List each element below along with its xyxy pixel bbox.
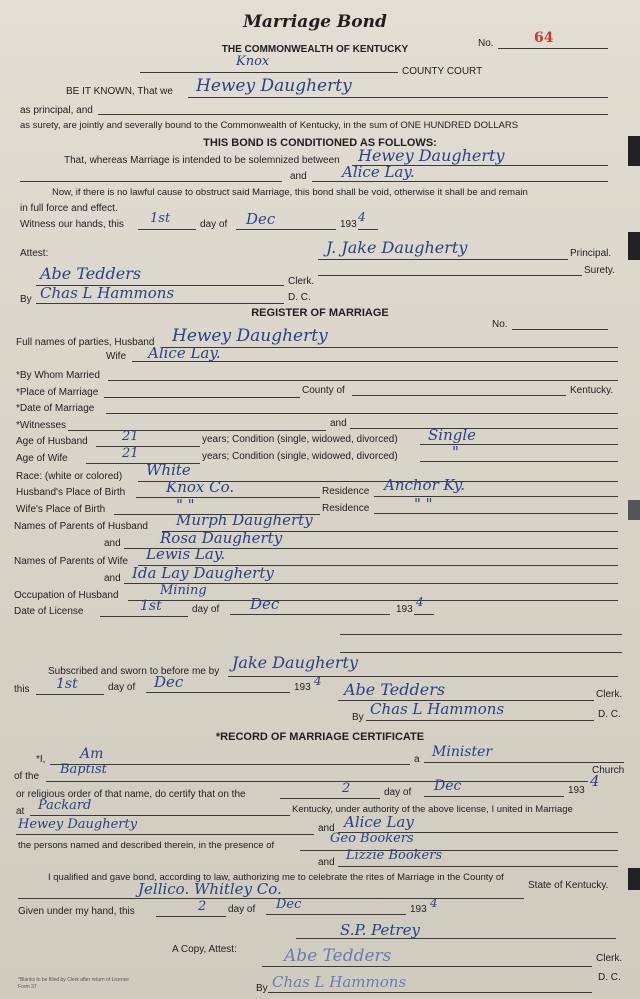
occupation-label: Occupation of Husband — [14, 590, 119, 601]
register-clerk-label: Clerk. — [596, 689, 623, 700]
occupation-value: Mining — [160, 583, 207, 598]
by-whom-line — [108, 380, 618, 381]
groom-name: Hewey Daugherty — [358, 146, 505, 165]
register-dc-signature: Chas L Hammons — [370, 700, 505, 718]
cert-minister-line — [424, 762, 624, 763]
place-label: *Place of Marriage — [16, 387, 99, 398]
footer-note: *Blanks to be filled by Clerk after return of License — [18, 977, 129, 983]
wife-residence-value: " " — [414, 495, 433, 513]
cert-am: Am — [80, 746, 104, 762]
witness-day: 1st — [150, 211, 171, 226]
copy-by-label: By — [256, 983, 268, 994]
cert-county-line — [18, 898, 524, 899]
subscribed-name: Jake Daugherty — [232, 653, 359, 672]
cert-witness-1: Geo Bookers — [330, 831, 414, 846]
surety-label: Surety. — [584, 265, 615, 276]
witnesses-label: *Witnesses — [16, 420, 67, 431]
minister-sig-line — [296, 938, 616, 939]
witness-month-line — [236, 229, 336, 230]
county-of-label: County of — [302, 385, 345, 396]
binder-tab-2 — [628, 232, 640, 260]
cert-bride: Alice Lay — [344, 813, 414, 831]
license-year-prefix: 193 — [396, 604, 413, 615]
cert-church-label: Church — [592, 765, 625, 776]
race-label: Race: (white or colored) — [16, 471, 123, 482]
minister-signature: S.P. Petrey — [340, 921, 420, 939]
cert-i-label: *I, — [36, 754, 46, 765]
witness-text: Witness our hands, this — [20, 219, 124, 230]
cert-state-label: State of Kentucky. — [528, 880, 609, 891]
condition-wife: " — [452, 443, 459, 461]
subscribed-year-prefix: 193 — [294, 682, 311, 693]
kentucky-label: Kentucky. — [570, 385, 614, 396]
husband-birth-line — [136, 497, 320, 498]
copy-dc-line — [268, 992, 592, 993]
cert-qualified-text: I qualified and gave bond, according to law, authorizing me to celebrate the rites of Marriage in the County of — [48, 872, 504, 883]
age-husband-label: Age of Husband — [16, 436, 88, 447]
copy-clerk-label: Clerk. — [596, 953, 623, 964]
license-day: 1st — [140, 598, 162, 614]
be-it-known: BE IT KNOWN, That we — [66, 86, 173, 97]
witness-month: Dec — [246, 210, 276, 228]
subscribed-month: Dec — [154, 673, 184, 691]
cert-place-line — [30, 815, 290, 816]
condition-husband-line — [420, 444, 618, 445]
number-label: No. — [478, 38, 494, 49]
witnesses-and: and — [330, 418, 347, 429]
parents-wife-and: and — [104, 573, 121, 584]
cert-witness-2-line — [338, 866, 618, 867]
register-wife-name: Alice Lay. — [148, 344, 221, 362]
date-label: *Date of Marriage — [16, 403, 95, 414]
residence-label-1: Residence — [322, 486, 370, 497]
copy-clerk-line — [262, 966, 592, 967]
husband-residence-line — [374, 496, 618, 497]
husband-mother: Rosa Daugherty — [160, 529, 283, 547]
cert-given-day-line — [156, 916, 226, 917]
cert-religious-text: or religious order of that name, do certify that on the — [16, 789, 246, 800]
register-husband-name: Hewey Daugherty — [172, 326, 328, 346]
bond-clerk-signature: Abe Tedders — [40, 264, 142, 283]
register-by-label: By — [352, 712, 364, 723]
residence-label-2: Residence — [322, 503, 370, 514]
subscribed-year: 4 — [314, 674, 322, 688]
cert-given-day: 2 — [198, 899, 207, 914]
county-of-line — [352, 395, 566, 396]
year-prefix: 193 — [340, 219, 357, 230]
cert-at-label: at — [16, 806, 25, 817]
date-line — [106, 413, 618, 414]
license-day-of: day of — [192, 604, 220, 615]
subscribed-line — [228, 676, 618, 677]
conditioned-heading: THIS BOND IS CONDITIONED AS FOLLOWS: — [203, 137, 437, 149]
cert-year-prefix: 193 — [568, 785, 585, 796]
cert-county: Jellico. Whitley Co. — [138, 880, 282, 898]
race-value: White — [146, 461, 191, 479]
license-year: 4 — [416, 595, 424, 609]
as-surety-text: as surety, are jointly and severally bound to the Commonwealth of Kentucky, in the sum of ONE HUNDRED DOLLARS — [20, 120, 519, 131]
certificate-heading: *RECORD OF MARRIAGE CERTIFICATE — [215, 731, 425, 743]
cert-groom: Hewey Daugherty — [18, 817, 138, 832]
bond-dc-line — [36, 303, 284, 304]
parents-wife-label: Names of Parents of Wife — [14, 556, 128, 567]
parents-husband-and: and — [104, 538, 121, 549]
document-title: Marriage Bond — [243, 12, 387, 32]
age-wife-value: 21 — [122, 446, 139, 461]
binder-tab-3 — [628, 500, 640, 520]
cert-and-1: and — [318, 823, 335, 834]
register-heading: REGISTER OF MARRIAGE — [251, 307, 389, 319]
surety-sig-line — [318, 275, 582, 276]
copy-clerk-signature: Abe Tedders — [284, 946, 392, 966]
subscribed-month-line — [146, 692, 290, 693]
wife-label: Wife — [106, 351, 126, 362]
witnesses-line-1 — [68, 430, 326, 431]
bond-dc-label: D. C. — [288, 292, 311, 303]
witness-year-line — [358, 229, 378, 230]
now-if-text: Now, if there is no lawful cause to obstruct said Marriage, this bond shall be void, otherwise it shall be and remain — [52, 187, 528, 198]
register-dc-label: D. C. — [598, 709, 621, 720]
whereas-text: That, whereas Marriage is intended to be solemnized between — [64, 155, 340, 166]
number-value: 64 — [534, 30, 554, 46]
copy-dc-signature: Chas L Hammons — [272, 973, 407, 991]
age-wife-label: Age of Wife — [16, 453, 68, 464]
register-dc-line — [366, 720, 594, 721]
full-force-text: in full force and effect. — [20, 203, 118, 214]
register-no-label: No. — [492, 319, 508, 330]
cert-day-line — [280, 798, 380, 799]
cert-given-year-prefix: 193 — [410, 904, 427, 915]
cert-day-of: day of — [384, 787, 412, 798]
copy-attest-label: A Copy, Attest: — [172, 944, 237, 955]
years-condition-1: years; Condition (single, widowed, divorced) — [202, 434, 398, 445]
subscribed-day-line — [36, 694, 104, 695]
footer-form: Form 37 — [18, 984, 37, 990]
bond-clerk-label: Clerk. — [288, 276, 315, 287]
by-whom-label: *By Whom Married — [16, 370, 100, 381]
blank-line-2 — [340, 634, 622, 635]
license-month-line — [230, 614, 390, 615]
cert-place: Packard — [38, 798, 92, 813]
cert-church-line — [46, 781, 588, 782]
this-label: this — [14, 684, 30, 695]
and-label: and — [290, 171, 307, 182]
register-clerk-signature: Abe Tedders — [344, 680, 446, 699]
bride-name: Alice Lay. — [342, 163, 415, 181]
copy-dc-label: D. C. — [598, 972, 621, 983]
parents-husband-label: Names of Parents of Husband — [14, 521, 148, 532]
cert-given-month-line — [266, 914, 406, 915]
attest-label: Attest: — [20, 248, 49, 259]
register-no-line — [512, 329, 608, 330]
cert-kentucky-text: Kentucky, under authority of the above license, I united in Marriage — [292, 804, 573, 815]
commonwealth-heading: THE COMMONWEALTH OF KENTUCKY — [221, 44, 409, 55]
subscribed-day: 1st — [56, 676, 78, 692]
cert-given-text: Given under my hand, this — [18, 906, 135, 917]
blank-line-1 — [20, 181, 282, 182]
county-line — [140, 72, 398, 73]
cert-given-year: 4 — [430, 896, 438, 910]
as-principal: as principal, and — [20, 105, 93, 116]
husband-residence-value: Anchor Ky. — [384, 476, 466, 494]
license-year-line — [414, 614, 434, 615]
place-line — [104, 397, 300, 398]
cert-day: 2 — [342, 781, 351, 796]
wife-name-line — [132, 361, 618, 362]
date-license-label: Date of License — [14, 606, 84, 617]
license-day-line — [100, 616, 188, 617]
cert-year: 4 — [590, 772, 600, 790]
husband-father: Murph Daugherty — [176, 511, 313, 529]
county-handwritten: Knox — [236, 54, 270, 69]
cert-church-name: Baptist — [60, 762, 107, 777]
principal-signature: J. Jake Daugherty — [326, 238, 468, 257]
occupation-line — [128, 600, 618, 601]
cert-of-the: of the — [14, 771, 40, 782]
cert-a-label: a — [414, 754, 420, 765]
cert-and-2: and — [318, 857, 335, 868]
bride-line — [312, 181, 608, 182]
cert-month: Dec — [434, 778, 462, 794]
bond-dc-signature: Chas L Hammons — [40, 284, 175, 302]
subscribed-label: Subscribed and sworn to before me by — [48, 666, 220, 677]
wife-birth-value: " " — [176, 496, 195, 514]
husband-birth-label: Husband's Place of Birth — [16, 487, 126, 498]
age-husband-line — [96, 446, 200, 447]
witness-year: 4 — [358, 210, 366, 224]
cert-minister: Minister — [432, 744, 493, 760]
condition-wife-line — [420, 461, 618, 462]
cert-given-month: Dec — [276, 897, 302, 912]
witness-day-line — [138, 229, 196, 230]
license-month: Dec — [250, 595, 280, 613]
wife-father: Lewis Lay. — [146, 545, 226, 563]
county-court-label: COUNTY COURT — [402, 66, 483, 77]
principal-sig-line — [318, 259, 568, 260]
day-of-label: day of — [200, 219, 228, 230]
age-husband-value: 21 — [122, 429, 139, 444]
binder-tab-1 — [628, 136, 640, 166]
principal-line — [188, 97, 608, 98]
condition-husband: Single — [428, 426, 477, 444]
cert-month-line — [424, 796, 564, 797]
subscribed-day-of: day of — [108, 682, 136, 693]
husband-birth-value: Knox Co. — [166, 478, 235, 496]
wife-mother: Ida Lay Daugherty — [132, 564, 274, 582]
cert-given-day-of: day of — [228, 904, 256, 915]
binder-tab-4 — [628, 868, 640, 890]
cert-groom-line — [16, 834, 314, 835]
witnesses-line-2 — [350, 428, 618, 429]
years-condition-2: years; Condition (single, widowed, divorced) — [202, 451, 398, 462]
cert-witness-2: Lizzie Bookers — [346, 848, 443, 863]
principal-name: Hewey Daugherty — [196, 76, 352, 96]
cert-persons-text: the persons named and described therein, in the presence of — [18, 840, 275, 851]
number-line — [498, 48, 608, 49]
wife-birth-label: Wife's Place of Birth — [16, 504, 106, 515]
husband-name-line — [162, 347, 618, 348]
bond-by-label: By — [20, 294, 32, 305]
blank-line-3 — [340, 652, 622, 653]
principal-label: Principal. — [570, 248, 612, 259]
full-names-label: Full names of parties, Husband — [16, 337, 155, 348]
surety-line — [98, 114, 608, 115]
wife-residence-line — [374, 513, 618, 514]
